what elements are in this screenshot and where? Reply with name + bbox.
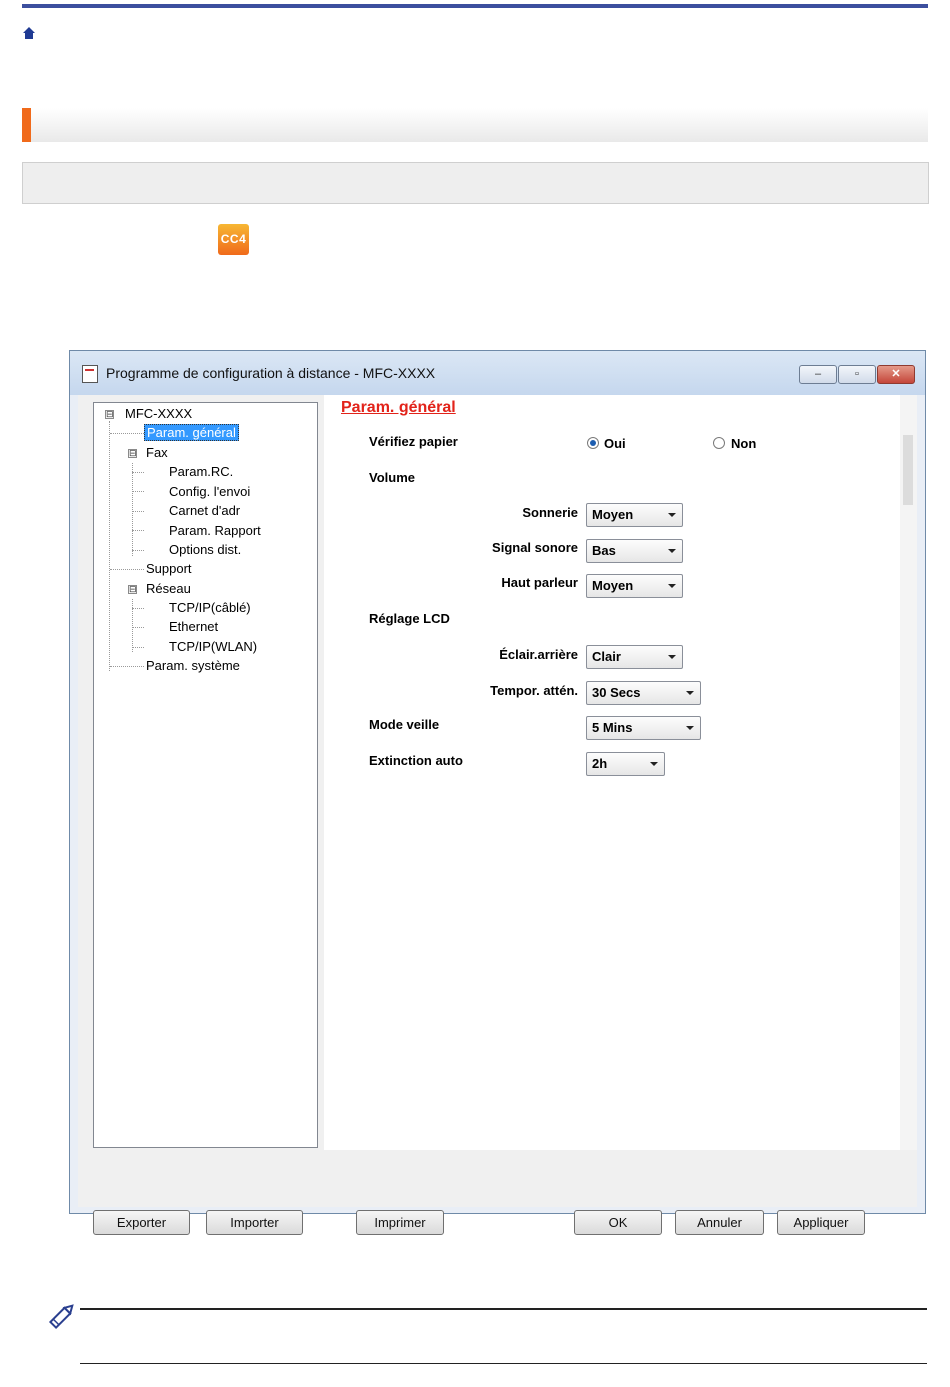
sleep-mode-select[interactable]: [586, 716, 701, 740]
beeper-volume-label: Signal sonore: [492, 540, 578, 555]
tree-collapse-toggle[interactable]: ⊟: [129, 584, 137, 594]
settings-scrollbar[interactable]: [900, 395, 917, 1150]
tree-line: [132, 647, 144, 648]
maximize-button[interactable]: ▫: [838, 365, 876, 384]
tree-item-tcpip-wlan[interactable]: [169, 638, 257, 656]
settings-panel: [324, 395, 917, 1150]
sub-header-bar: [22, 162, 929, 204]
tree-line: [132, 608, 144, 609]
chevron-down-icon: [668, 584, 676, 588]
tree-item-label: Fax: [146, 445, 168, 460]
verify-paper-yes-label: Oui: [604, 436, 626, 451]
tree-item-label: Support: [146, 561, 192, 576]
lcd-settings-label: Réglage LCD: [369, 611, 450, 626]
tree-item-label: Param.RC.: [169, 464, 234, 479]
tree-item-label: TCP/IP(WLAN): [169, 639, 258, 654]
sleep-mode-label: Mode veille: [369, 717, 440, 732]
ok-button[interactable]: OK: [574, 1210, 662, 1235]
tree-line: [109, 421, 110, 671]
verify-paper-yes-radio[interactable]: [587, 437, 599, 449]
panel-heading: Param. général: [341, 399, 456, 416]
apply-button[interactable]: Appliquer: [777, 1210, 865, 1235]
tree-item-address-book[interactable]: [169, 502, 240, 520]
tree-item-tcpip-wired[interactable]: [169, 599, 251, 617]
tree-line: [132, 530, 144, 531]
ring-volume-label: Sonnerie: [522, 505, 578, 520]
note-bottom-rule: [80, 1363, 927, 1364]
tree-item-label: Réseau: [146, 581, 191, 596]
tree-item-remote-options[interactable]: [169, 541, 241, 559]
speaker-volume-value: Moyen: [592, 578, 634, 593]
chevron-down-icon: [686, 691, 694, 695]
cc4-app-icon: CC4: [218, 224, 249, 255]
chevron-down-icon: [668, 549, 676, 553]
tree-collapse-toggle[interactable]: ⊟: [129, 448, 137, 458]
backlight-label: Éclair.arrière: [499, 647, 578, 662]
chevron-down-icon: [668, 655, 676, 659]
tree-item-ethernet[interactable]: [169, 618, 218, 636]
backlight-select[interactable]: [586, 645, 683, 669]
ring-volume-select[interactable]: [586, 503, 683, 527]
close-button[interactable]: ✕: [877, 365, 915, 384]
tree-item-label: MFC-XXXX: [125, 406, 193, 421]
title-bar[interactable]: [70, 351, 925, 395]
dim-timer-value: 30 Secs: [592, 685, 641, 700]
tree-item-label: Param. général: [144, 424, 239, 441]
auto-power-off-select[interactable]: [586, 752, 665, 776]
cancel-button[interactable]: Annuler: [675, 1210, 764, 1235]
top-rule: [22, 4, 928, 8]
auto-power-off-label: Extinction auto: [369, 753, 463, 768]
tree-item-label: Carnet d'adr: [169, 503, 241, 518]
verify-paper-label: Vérifiez papier: [369, 434, 458, 449]
sleep-mode-value: 5 Mins: [592, 720, 633, 735]
note-top-rule: [80, 1308, 927, 1310]
dialog-client-area: [78, 395, 917, 1230]
tree-item-label: Param. système: [146, 658, 240, 673]
tree-item-send-setup[interactable]: [169, 483, 250, 501]
tree-item-label: TCP/IP(câblé): [169, 600, 251, 615]
minimize-button[interactable]: –: [799, 365, 837, 384]
tree-line: [132, 511, 144, 512]
pencil-note-icon: [44, 1300, 78, 1334]
scrollbar-thumb[interactable]: [903, 435, 913, 505]
tree-item-system-settings[interactable]: [146, 657, 240, 675]
print-button[interactable]: Imprimer: [356, 1210, 444, 1235]
section-header: [22, 108, 928, 142]
export-button[interactable]: Exporter: [93, 1210, 190, 1235]
speaker-volume-select[interactable]: [586, 574, 683, 598]
tree-item-label: Ethernet: [169, 619, 219, 634]
tree-line: [110, 569, 144, 570]
chevron-down-icon: [668, 513, 676, 517]
import-button[interactable]: Importer: [206, 1210, 303, 1235]
tree-line: [132, 550, 144, 551]
beeper-volume-select[interactable]: [586, 539, 683, 563]
tree-line: [110, 666, 144, 667]
tree-item-fax-receive[interactable]: [169, 463, 233, 481]
tree-item-label: Options dist.: [169, 542, 242, 557]
window-title: Programme de configuration à distance - MFC-XXXX: [106, 365, 436, 381]
tree-line: [110, 433, 144, 434]
tree-item-fax[interactable]: [146, 444, 168, 462]
backlight-value: Clair: [592, 649, 621, 664]
tree-collapse-toggle[interactable]: ⊟: [106, 409, 114, 419]
dim-timer-select[interactable]: [586, 681, 701, 705]
remote-setup-dialog: [69, 350, 926, 1230]
tree-line: [132, 491, 144, 492]
tree-item-general[interactable]: [144, 424, 239, 442]
tree-item-network[interactable]: [146, 580, 191, 598]
tree-item-root[interactable]: [125, 405, 192, 423]
verify-paper-no-label: Non: [731, 436, 757, 451]
tree-item-label: Param. Rapport: [169, 523, 261, 538]
speaker-volume-label: Haut parleur: [501, 575, 578, 590]
tree-line: [132, 599, 133, 652]
chevron-down-icon: [650, 762, 658, 766]
dim-timer-label: Tempor. attén.: [490, 683, 578, 698]
tree-line: [132, 627, 144, 628]
ring-volume-value: Moyen: [592, 507, 634, 522]
beeper-volume-value: Bas: [592, 543, 616, 558]
volume-label: Volume: [369, 470, 415, 485]
home-icon[interactable]: [22, 26, 36, 40]
chevron-down-icon: [686, 726, 694, 730]
tree-item-support[interactable]: [146, 560, 192, 578]
tree-line: [132, 463, 133, 556]
section-accent-bar: [22, 108, 31, 142]
auto-power-off-value: 2h: [592, 756, 608, 771]
tree-item-report-settings[interactable]: [169, 522, 261, 540]
app-window-icon: [82, 365, 98, 383]
tree-line: [132, 472, 144, 473]
verify-paper-no-radio[interactable]: [713, 437, 725, 449]
settings-tree: [93, 402, 318, 1148]
tree-item-label: Config. l'envoi: [169, 484, 251, 499]
